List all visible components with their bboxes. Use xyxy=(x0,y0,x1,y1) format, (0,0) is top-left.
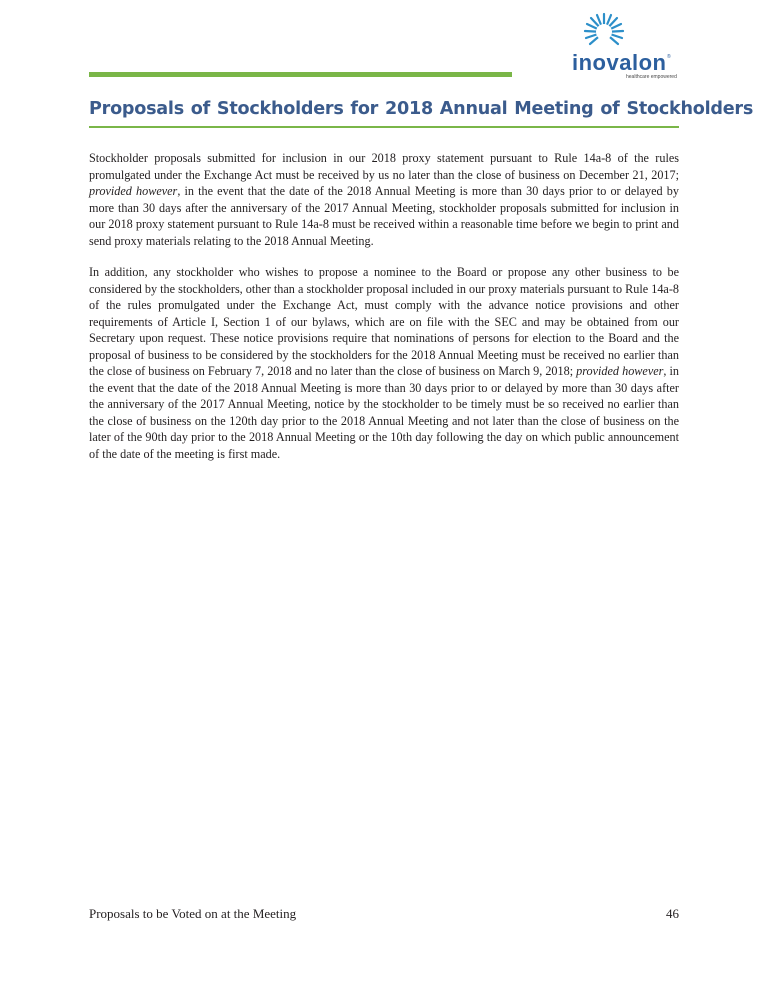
paragraph-submission-deadline xyxy=(89,150,679,249)
document-body xyxy=(89,150,679,477)
header-accent-rule xyxy=(89,72,512,77)
inovalon-logo xyxy=(568,12,678,78)
paragraph-text: In addition, any stockholder who wishes to propose a nominee to the Board or propose any other business to be considered by the stockholders, other than a stockholder proposal included in our proxy materials pursuant to Rule 14a-8 of the rules promulgated under the Exchange Act, must comply with the advance notice provisions and other requirements of Article I, Section 1 of our bylaws, which are on file with the SEC and may be obtained from our Secretary upon request. These notice provisions require that nominations of persons for election to the Board and the proposal of business to be considered by the stockholders for the 2018 Annual Meeting must be received no earlier than the close of business on February 7, 2018 and no later than the close of business on March 9, 2018; xyxy=(89,265,679,378)
paragraph-text: , in the event that the date of the 2018 Annual Meeting is more than 30 days prior to or delayed by more than 30 days after the anniversary of the 2017 Annual Meeting, notice by the stockholder to be timely must be so received no earlier than the close of business on the 120th day prior to the 2018 Annual Meeting and not later than the close of business on the later of the 90th day prior to the 2018 Annual Meeting or the 10th day following the day on which public announcement of the date of the meeting is first made. xyxy=(89,364,679,461)
footer-section-label: Proposals to be Voted on at the Meeting xyxy=(89,906,297,921)
italic-phrase: provided however xyxy=(89,184,178,198)
logo-trademark: ® xyxy=(667,54,671,60)
paragraph-text: Stockholder proposals submitted for inclusion in our 2018 proxy statement pursuant to Rule 14a-8 of the rules promulgated under the Exchange Act must be received by us no later than the close of business on December 21, 2017; xyxy=(89,151,679,182)
logo-wordmark: inovalon xyxy=(572,50,667,75)
logo-tagline: healthcare empowered xyxy=(626,74,677,80)
inovalon-burst-logo-icon xyxy=(582,12,626,52)
italic-phrase: provided however xyxy=(576,364,664,378)
title-underline xyxy=(89,126,679,128)
page-title: Proposals of Stockholders for 2018 Annual Meeting of Stockholders xyxy=(89,99,754,119)
paragraph-advance-notice xyxy=(89,264,679,462)
page-number: 46 xyxy=(666,906,679,921)
paragraph-text: , in the event that the date of the 2018 Annual Meeting is more than 30 days prior to or delayed by more than 30 days after the anniversary of the 2017 Annual Meeting, stockholder proposals submitted for inclusion in our 2018 proxy statement pursuant to Rule 14a-8 must be received within a reasonable time before we begin to print and send proxy materials relating to the 2018 Annual Meeting. xyxy=(89,184,679,248)
